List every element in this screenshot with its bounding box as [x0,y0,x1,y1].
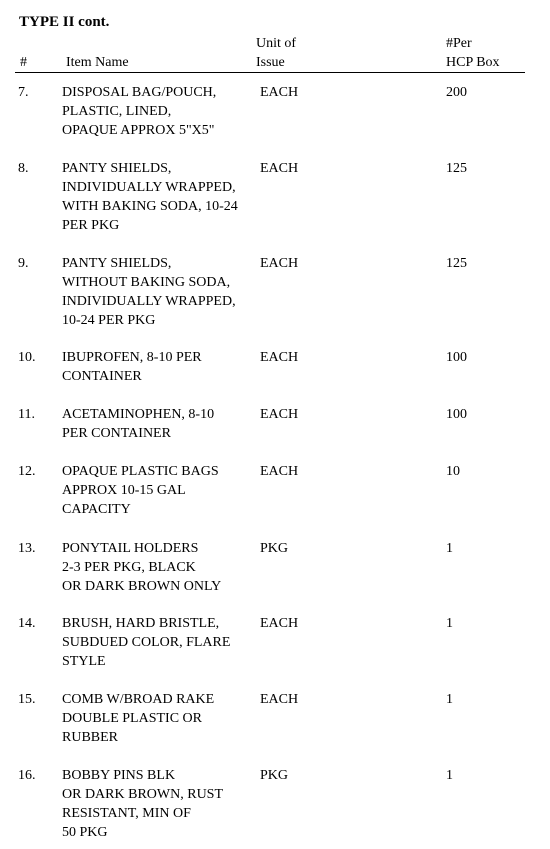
item-name-line: DISPOSAL BAG/POUCH, [62,85,217,100]
item-name-line: OR DARK BROWN ONLY [62,579,222,594]
item-name [62,83,216,140]
item-number: 9. [18,256,29,271]
item-name [62,766,223,842]
item-name [62,159,238,235]
per-hcp-box-quantity: 1 [446,541,453,556]
item-name-line: ACETAMINOPHEN, 8-10 [62,407,215,422]
item-number: 11. [18,407,35,422]
per-hcp-box-quantity: 100 [446,407,467,422]
item-name-line: 10-24 PER PKG [62,313,156,328]
header-unit-line-2: Issue [256,55,285,70]
item-name [62,405,214,443]
header-unit-line-1: Unit of [256,36,297,51]
item-number: 10. [18,350,36,365]
item-name-line: STYLE [62,654,106,669]
item-name-line: INDIVIDUALLY WRAPPED, [62,294,236,309]
per-hcp-box-quantity: 200 [446,85,467,100]
item-name [62,614,230,671]
item-name-line: OPAQUE PLASTIC BAGS [62,464,219,479]
per-hcp-box-quantity: 1 [446,692,453,707]
unit-of-issue: EACH [260,692,299,707]
unit-of-issue: EACH [260,407,299,422]
item-name [62,690,214,747]
item-number: 7. [18,85,29,100]
header-number-text: # [20,55,27,70]
item-number: 16. [18,768,36,783]
item-name-line: PER CONTAINER [62,426,171,441]
item-name [62,462,219,519]
item-name-line: SUBDUED COLOR, FLARE [62,635,231,650]
per-hcp-box-quantity: 1 [446,616,453,631]
per-hcp-box-quantity: 125 [446,161,467,176]
header-qty-line-2: HCP Box [446,55,500,70]
unit-of-issue: EACH [260,161,299,176]
header-number [20,53,27,72]
item-name-line: PANTY SHIELDS, [62,161,172,176]
page-title: TYPE II cont. [19,14,110,30]
item-name-line: RUBBER [62,730,119,745]
unit-of-issue: PKG [260,541,289,556]
header-qty-line-1: #Per [446,36,472,51]
item-name [62,539,221,596]
per-hcp-box-quantity: 1 [446,768,453,783]
item-number: 8. [18,161,29,176]
header-per-hcp-box [446,34,500,72]
item-name-line: 50 PKG [62,825,108,840]
item-name-line: INDIVIDUALLY WRAPPED, [62,180,236,195]
item-number: 14. [18,616,36,631]
item-name-line: 2-3 PER PKG, BLACK [62,560,196,575]
per-hcp-box-quantity: 10 [446,464,460,479]
item-name-line: BRUSH, HARD BRISTLE, [62,616,220,631]
header-unit-of-issue [256,34,296,72]
item-name-line: PER PKG [62,218,120,233]
item-number: 13. [18,541,36,556]
item-name-line: IBUPROFEN, 8-10 PER [62,350,202,365]
unit-of-issue: EACH [260,464,299,479]
unit-of-issue: EACH [260,256,299,271]
item-name-line: CAPACITY [62,502,131,517]
item-name-line: PONYTAIL HOLDERS [62,541,199,556]
item-name-line: RESISTANT, MIN OF [62,806,191,821]
header-item-name-text: Item Name [66,55,129,70]
unit-of-issue: EACH [260,85,299,100]
unit-of-issue: EACH [260,350,299,365]
item-name-line: OR DARK BROWN, RUST [62,787,224,802]
item-number: 12. [18,464,36,479]
per-hcp-box-quantity: 100 [446,350,467,365]
header-divider [15,72,525,73]
item-name-line: CONTAINER [62,369,142,384]
unit-of-issue: EACH [260,616,299,631]
item-name [62,254,236,330]
item-name-line: WITHOUT BAKING SODA, [62,275,231,290]
item-name-line: OPAQUE APPROX 5"X5" [62,123,215,138]
item-name-line: BOBBY PINS BLK [62,768,176,783]
item-name-line: COMB W/BROAD RAKE [62,692,215,707]
item-name-line: PANTY SHIELDS, [62,256,172,271]
item-name-line: DOUBLE PLASTIC OR [62,711,203,726]
item-name-line: APPROX 10-15 GAL [62,483,186,498]
item-name [62,348,202,386]
item-number: 15. [18,692,36,707]
item-name-line: WITH BAKING SODA, 10-24 [62,199,238,214]
per-hcp-box-quantity: 125 [446,256,467,271]
unit-of-issue: PKG [260,768,289,783]
header-item-name [66,53,129,72]
item-name-line: PLASTIC, LINED, [62,104,172,119]
